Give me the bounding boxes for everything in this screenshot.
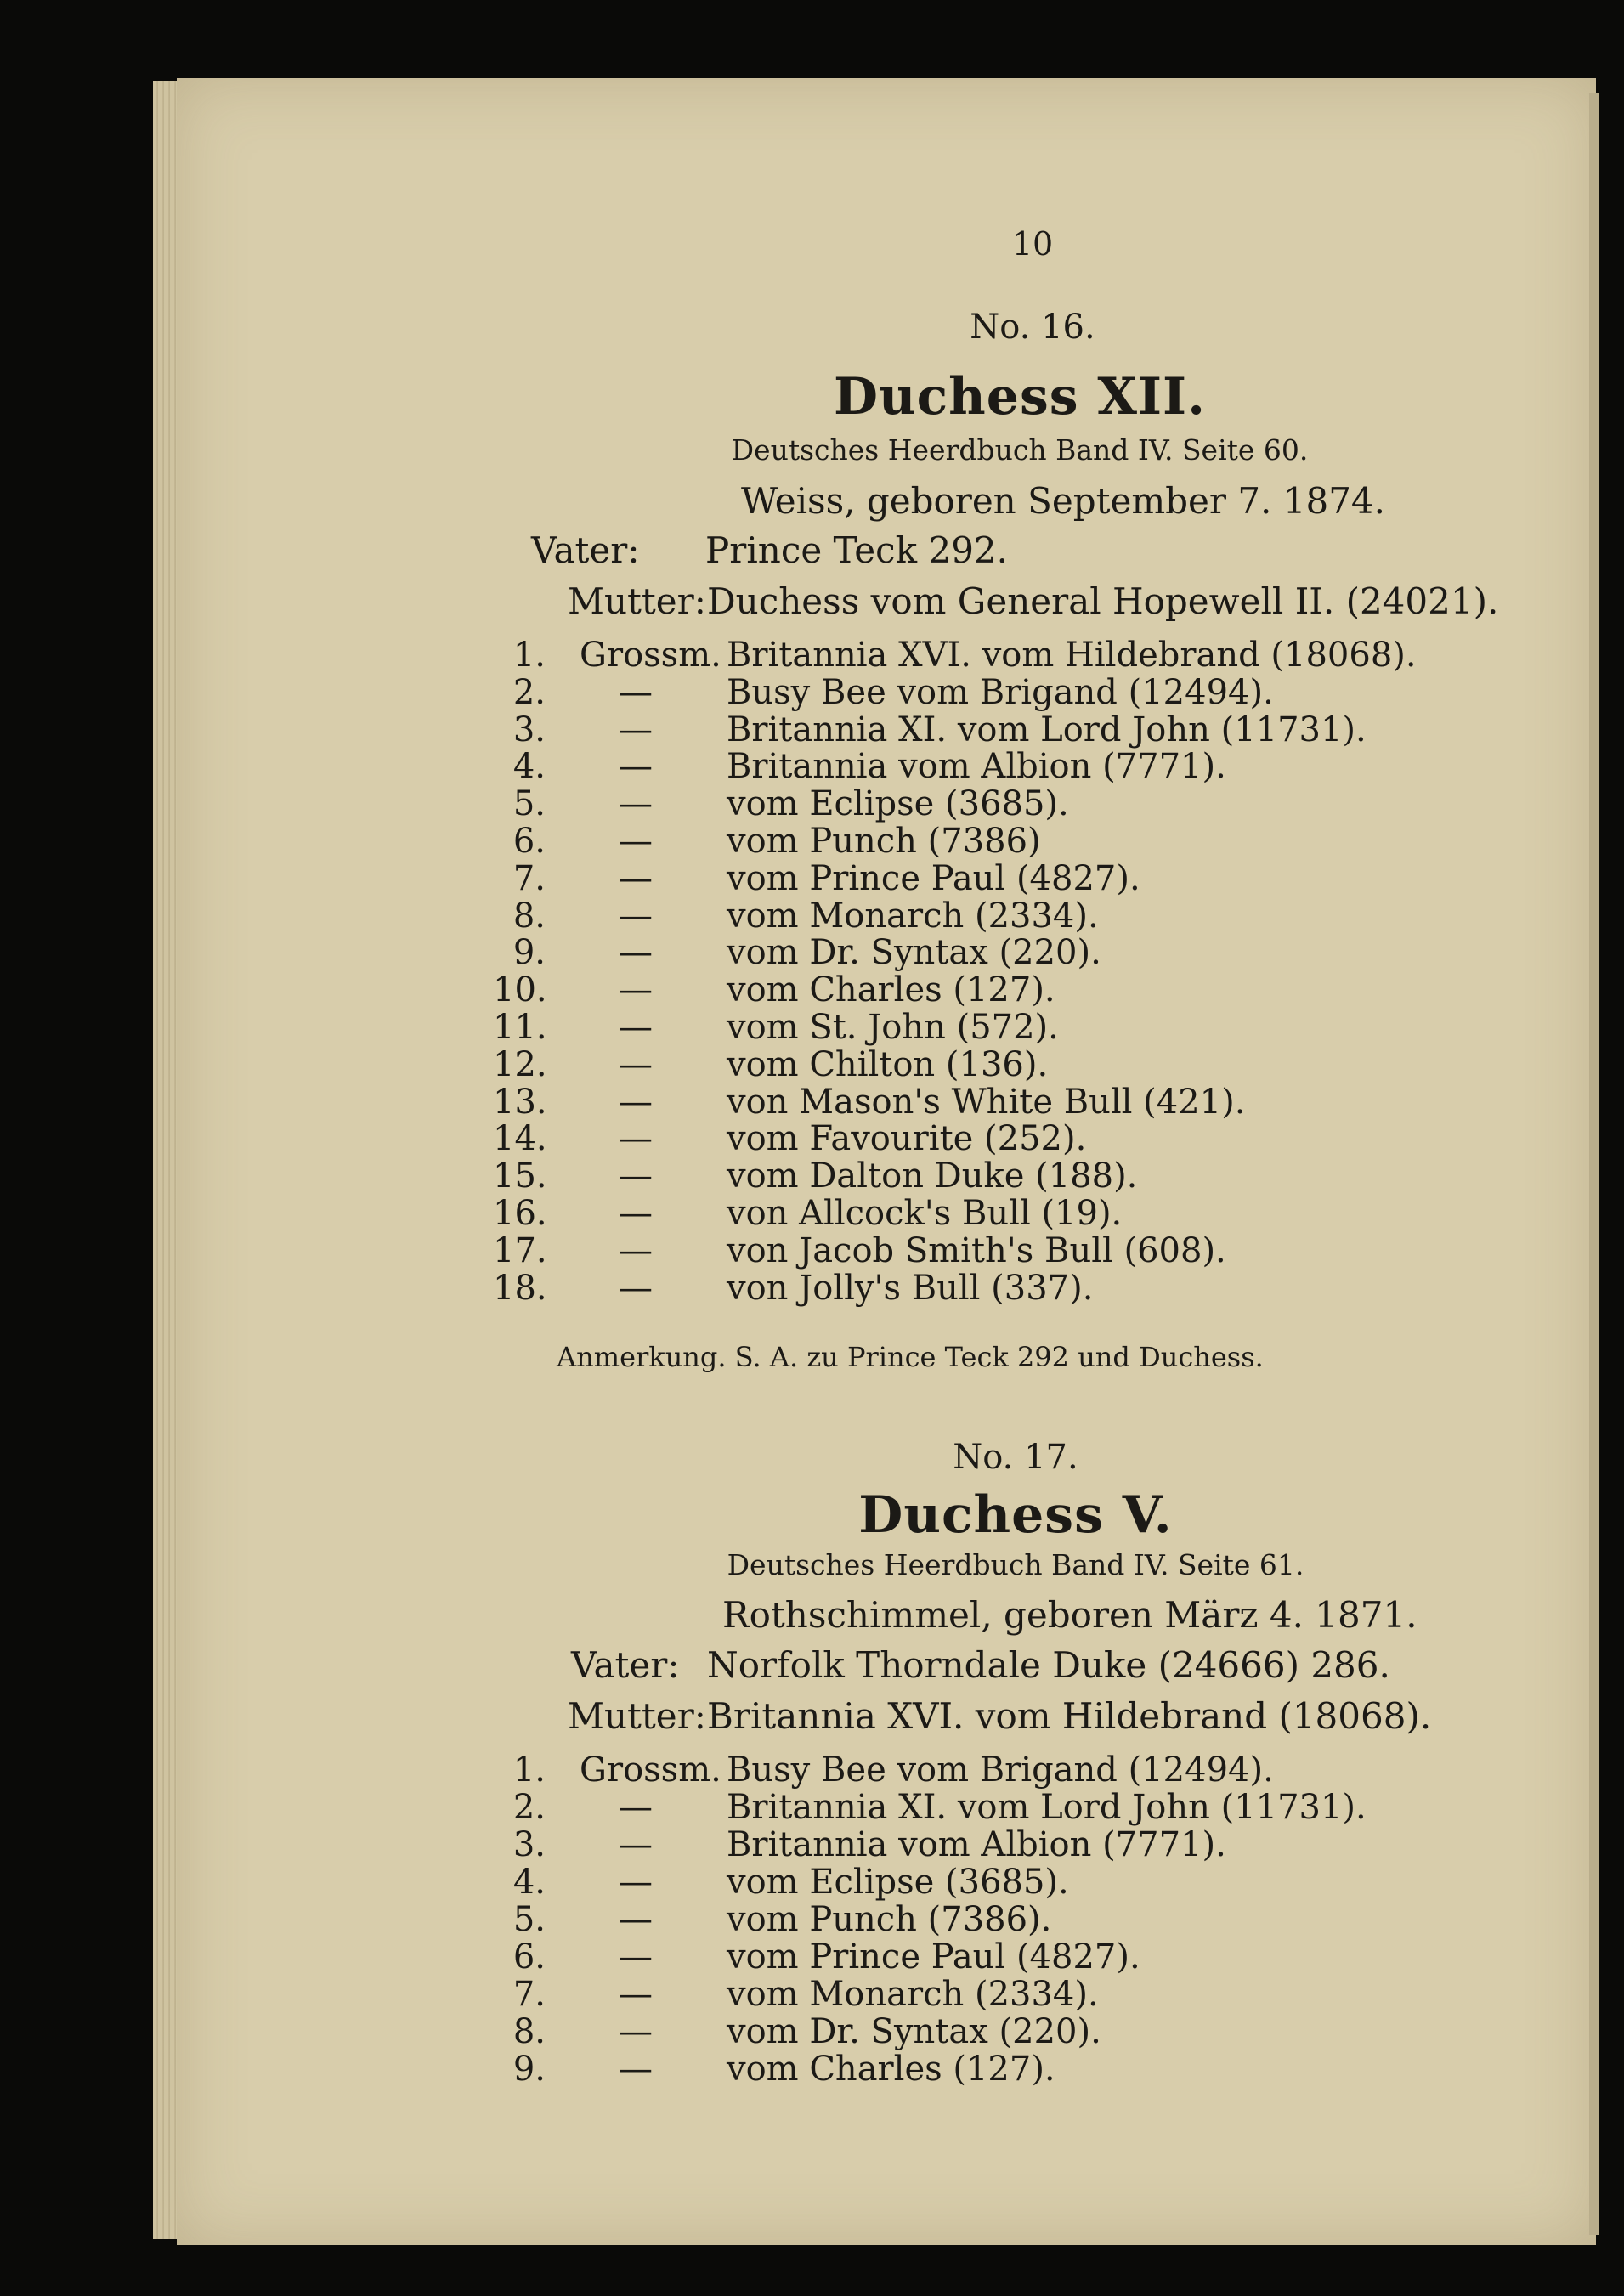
ditto-dash: — <box>619 710 653 749</box>
ditto-dash: — <box>619 1863 653 1902</box>
ancestor-number: 18. <box>493 1268 547 1308</box>
ditto-dash: — <box>619 747 653 787</box>
entry-number: No. 17. <box>953 1438 1078 1477</box>
ancestor-name: Britannia XI. vom Lord John (11731). <box>727 710 1367 749</box>
ditto-dash: — <box>619 1825 653 1864</box>
ancestor-number: 12. <box>493 1044 547 1084</box>
herdbook-reference: Deutsches Heerdbuch Band IV. Seite 60. <box>731 433 1309 467</box>
ancestor-name: vom Punch (7386) <box>727 822 1041 861</box>
ancestor-number: 5. <box>512 784 546 824</box>
ditto-dash: — <box>619 1008 653 1047</box>
ancestor-name: vom St. John (572). <box>727 1008 1059 1047</box>
ancestor-name: Britannia vom Albion (7771). <box>727 1825 1226 1864</box>
ancestor-name: vom Chilton (136). <box>727 1044 1049 1084</box>
ditto-dash: — <box>619 1788 653 1827</box>
ancestor-number: 2. <box>512 1788 546 1827</box>
ditto-dash: — <box>619 1230 653 1270</box>
ancestor-number: 7. <box>512 1975 546 2014</box>
ancestor-number: 16. <box>493 1194 547 1233</box>
ancestor-number: 15. <box>493 1156 547 1196</box>
ditto-dash: — <box>619 1937 653 1976</box>
mutter-label: Mutter: <box>568 1695 706 1737</box>
ancestor-name: vom Monarch (2334). <box>727 1975 1099 2014</box>
ditto-dash: — <box>619 1268 653 1308</box>
ancestor-number: 1. <box>512 1750 546 1790</box>
ancestor-number: 5. <box>512 1900 546 1939</box>
ancestor-name: von Allcock's Bull (19). <box>727 1194 1123 1233</box>
ancestor-number: 6. <box>512 1937 546 1976</box>
ancestor-number: 3. <box>512 1825 546 1864</box>
ancestor-name: vom Prince Paul (4827). <box>727 858 1140 898</box>
ancestor-name: Britannia vom Albion (7771). <box>727 747 1226 787</box>
ancestor-name: von Jacob Smith's Bull (608). <box>727 1230 1226 1270</box>
ditto-dash: — <box>619 672 653 712</box>
entry-title: Duchess XII. <box>833 367 1207 427</box>
ancestor-number: 2. <box>512 672 546 712</box>
ancestor-number: 17. <box>493 1230 547 1270</box>
ancestor-name: vom Dr. Syntax (220). <box>727 2012 1101 2051</box>
ditto-dash: — <box>619 896 653 936</box>
ditto-dash: — <box>619 933 653 973</box>
ditto-dash: — <box>619 1975 653 2014</box>
ancestor-number: 3. <box>512 710 546 749</box>
annotation-note: Anmerkung. S. A. zu Prince Teck 292 und Duchess. <box>557 1341 1264 1373</box>
ancestor-name: vom Eclipse (3685). <box>727 784 1069 824</box>
ditto-dash: — <box>619 1156 653 1196</box>
vater-value: Norfolk Thorndale Duke (24666) 286. <box>707 1644 1390 1686</box>
ancestor-name: Busy Bee vom Brigand (12494). <box>727 672 1274 712</box>
vater-label: Vater: <box>531 529 640 571</box>
ancestor-name: von Jolly's Bull (337). <box>727 1268 1094 1308</box>
book-spine <box>153 81 178 2239</box>
ancestor-name: von Mason's White Bull (421). <box>727 1082 1246 1122</box>
ditto-dash: — <box>619 2050 653 2089</box>
ancestor-number: 13. <box>493 1082 547 1122</box>
vater-label: Vater: <box>571 1644 680 1686</box>
ancestor-number: 9. <box>512 933 546 973</box>
mutter-value: Duchess vom General Hopewell II. (24021). <box>707 580 1499 622</box>
ancestor-name: vom Prince Paul (4827). <box>727 1937 1140 1976</box>
ditto-dash: — <box>619 1119 653 1159</box>
ancestor-number: 4. <box>512 1863 546 1902</box>
page-number: 10 <box>1011 225 1054 263</box>
ancestor-name: Britannia XVI. vom Hildebrand (18068). <box>727 636 1417 675</box>
grossmutter-label: Grossm. <box>580 1750 721 1790</box>
ditto-dash: — <box>619 970 653 1010</box>
ancestor-number: 7. <box>512 858 546 898</box>
ancestor-number: 1. <box>512 636 546 675</box>
ancestor-number: 8. <box>512 896 546 936</box>
ditto-dash: — <box>619 858 653 898</box>
ancestor-name: Busy Bee vom Brigand (12494). <box>727 1750 1274 1790</box>
ancestor-number: 6. <box>512 822 546 861</box>
ancestor-name: vom Dr. Syntax (220). <box>727 933 1101 973</box>
ancestor-name: Britannia XI. vom Lord John (11731). <box>727 1788 1367 1827</box>
ditto-dash: — <box>619 2012 653 2051</box>
ancestor-number: 11. <box>493 1008 547 1047</box>
ancestor-number: 8. <box>512 2012 546 2051</box>
entry-title: Duchess V. <box>858 1485 1173 1545</box>
entry-number: No. 16. <box>970 308 1095 347</box>
ancestor-name: vom Favourite (252). <box>727 1119 1087 1159</box>
ancestor-name: vom Charles (127). <box>727 2050 1055 2089</box>
ancestor-name: vom Eclipse (3685). <box>727 1863 1069 1902</box>
herdbook-reference: Deutsches Heerdbuch Band IV. Seite 61. <box>727 1548 1304 1581</box>
ancestor-number: 10. <box>493 970 547 1010</box>
ditto-dash: — <box>619 1044 653 1084</box>
ancestor-name: vom Monarch (2334). <box>727 896 1099 936</box>
grossmutter-label: Grossm. <box>580 636 721 675</box>
ancestor-number: 9. <box>512 2050 546 2089</box>
ditto-dash: — <box>619 1194 653 1233</box>
ancestor-number: 4. <box>512 747 546 787</box>
ditto-dash: — <box>619 822 653 861</box>
ditto-dash: — <box>619 784 653 824</box>
vater-value: Prince Teck 292. <box>705 529 1008 571</box>
ancestor-name: vom Charles (127). <box>727 970 1055 1010</box>
ancestor-name: vom Punch (7386). <box>727 1900 1052 1939</box>
mutter-value: Britannia XVI. vom Hildebrand (18068). <box>707 1695 1432 1737</box>
birth-line: Rothschimmel, geboren März 4. 1871. <box>722 1594 1417 1636</box>
ancestor-number: 14. <box>493 1119 547 1159</box>
ancestor-name: vom Dalton Duke (188). <box>727 1156 1138 1196</box>
ditto-dash: — <box>619 1082 653 1122</box>
birth-line: Weiss, geboren September 7. 1874. <box>741 480 1385 522</box>
page-edge <box>1589 93 1599 2235</box>
mutter-label: Mutter: <box>568 580 706 622</box>
ditto-dash: — <box>619 1900 653 1939</box>
